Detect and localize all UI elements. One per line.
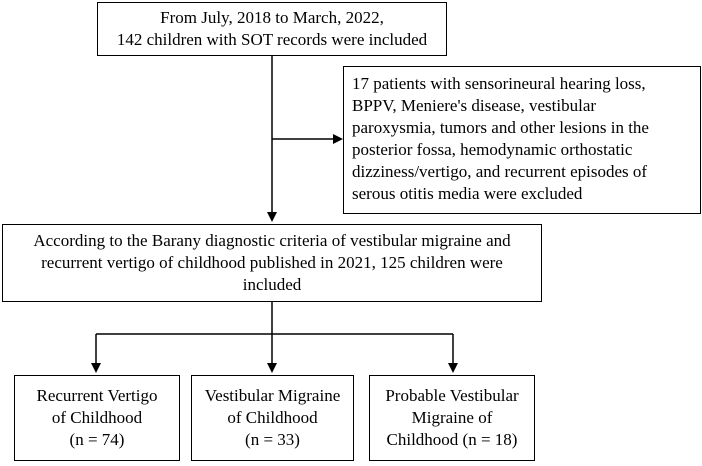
group-2-line-2: of Childhood (227, 408, 318, 427)
criteria-line-1: According to the Barany diagnostic criteria of vestibular migraine and (33, 231, 511, 250)
group-2-line-3: (n = 33) (245, 430, 300, 449)
criteria-line-3: included (242, 275, 302, 294)
group-box-recurrent-vertigo (14, 375, 180, 461)
group-box-probable-vestibular-migraine (369, 375, 535, 461)
group-2-line-1: Vestibular Migraine (204, 386, 341, 405)
exclusion-line-1: 17 patients with sensorineural hearing loss, (352, 74, 646, 93)
group-3-line-3: Childhood (n = 18) (386, 430, 518, 449)
criteria-box (2, 224, 542, 302)
group-3-line-2: Migraine of (411, 408, 493, 427)
exclusion-line-2: BPPV, Meniere's disease, vestibular (352, 96, 597, 115)
exclusion-box (343, 66, 701, 214)
enrollment-line-1: From July, 2018 to March, 2022, (160, 8, 384, 27)
enrollment-line-2: 142 children with SOT records were included (116, 30, 428, 49)
group-box-vestibular-migraine (191, 375, 354, 461)
group-1-line-3: (n = 74) (69, 430, 125, 449)
exclusion-line-3: paroxysmia, tumors and other lesions in the (352, 118, 649, 137)
exclusion-line-5: dizziness/vertigo, and recurrent episodes of (352, 162, 648, 181)
exclusion-line-4: posterior fossa, hemodynamic orthostatic (352, 140, 633, 159)
group-1-line-1: Recurrent Vertigo (36, 386, 158, 405)
group-1-line-2: of Childhood (51, 408, 143, 427)
criteria-line-2: recurrent vertigo of childhood published in 2021, 125 children were (41, 253, 503, 272)
enrollment-box (97, 2, 447, 56)
exclusion-line-6: serous otitis media were excluded (352, 184, 583, 203)
group-3-line-1: Probable Vestibular (385, 386, 519, 405)
